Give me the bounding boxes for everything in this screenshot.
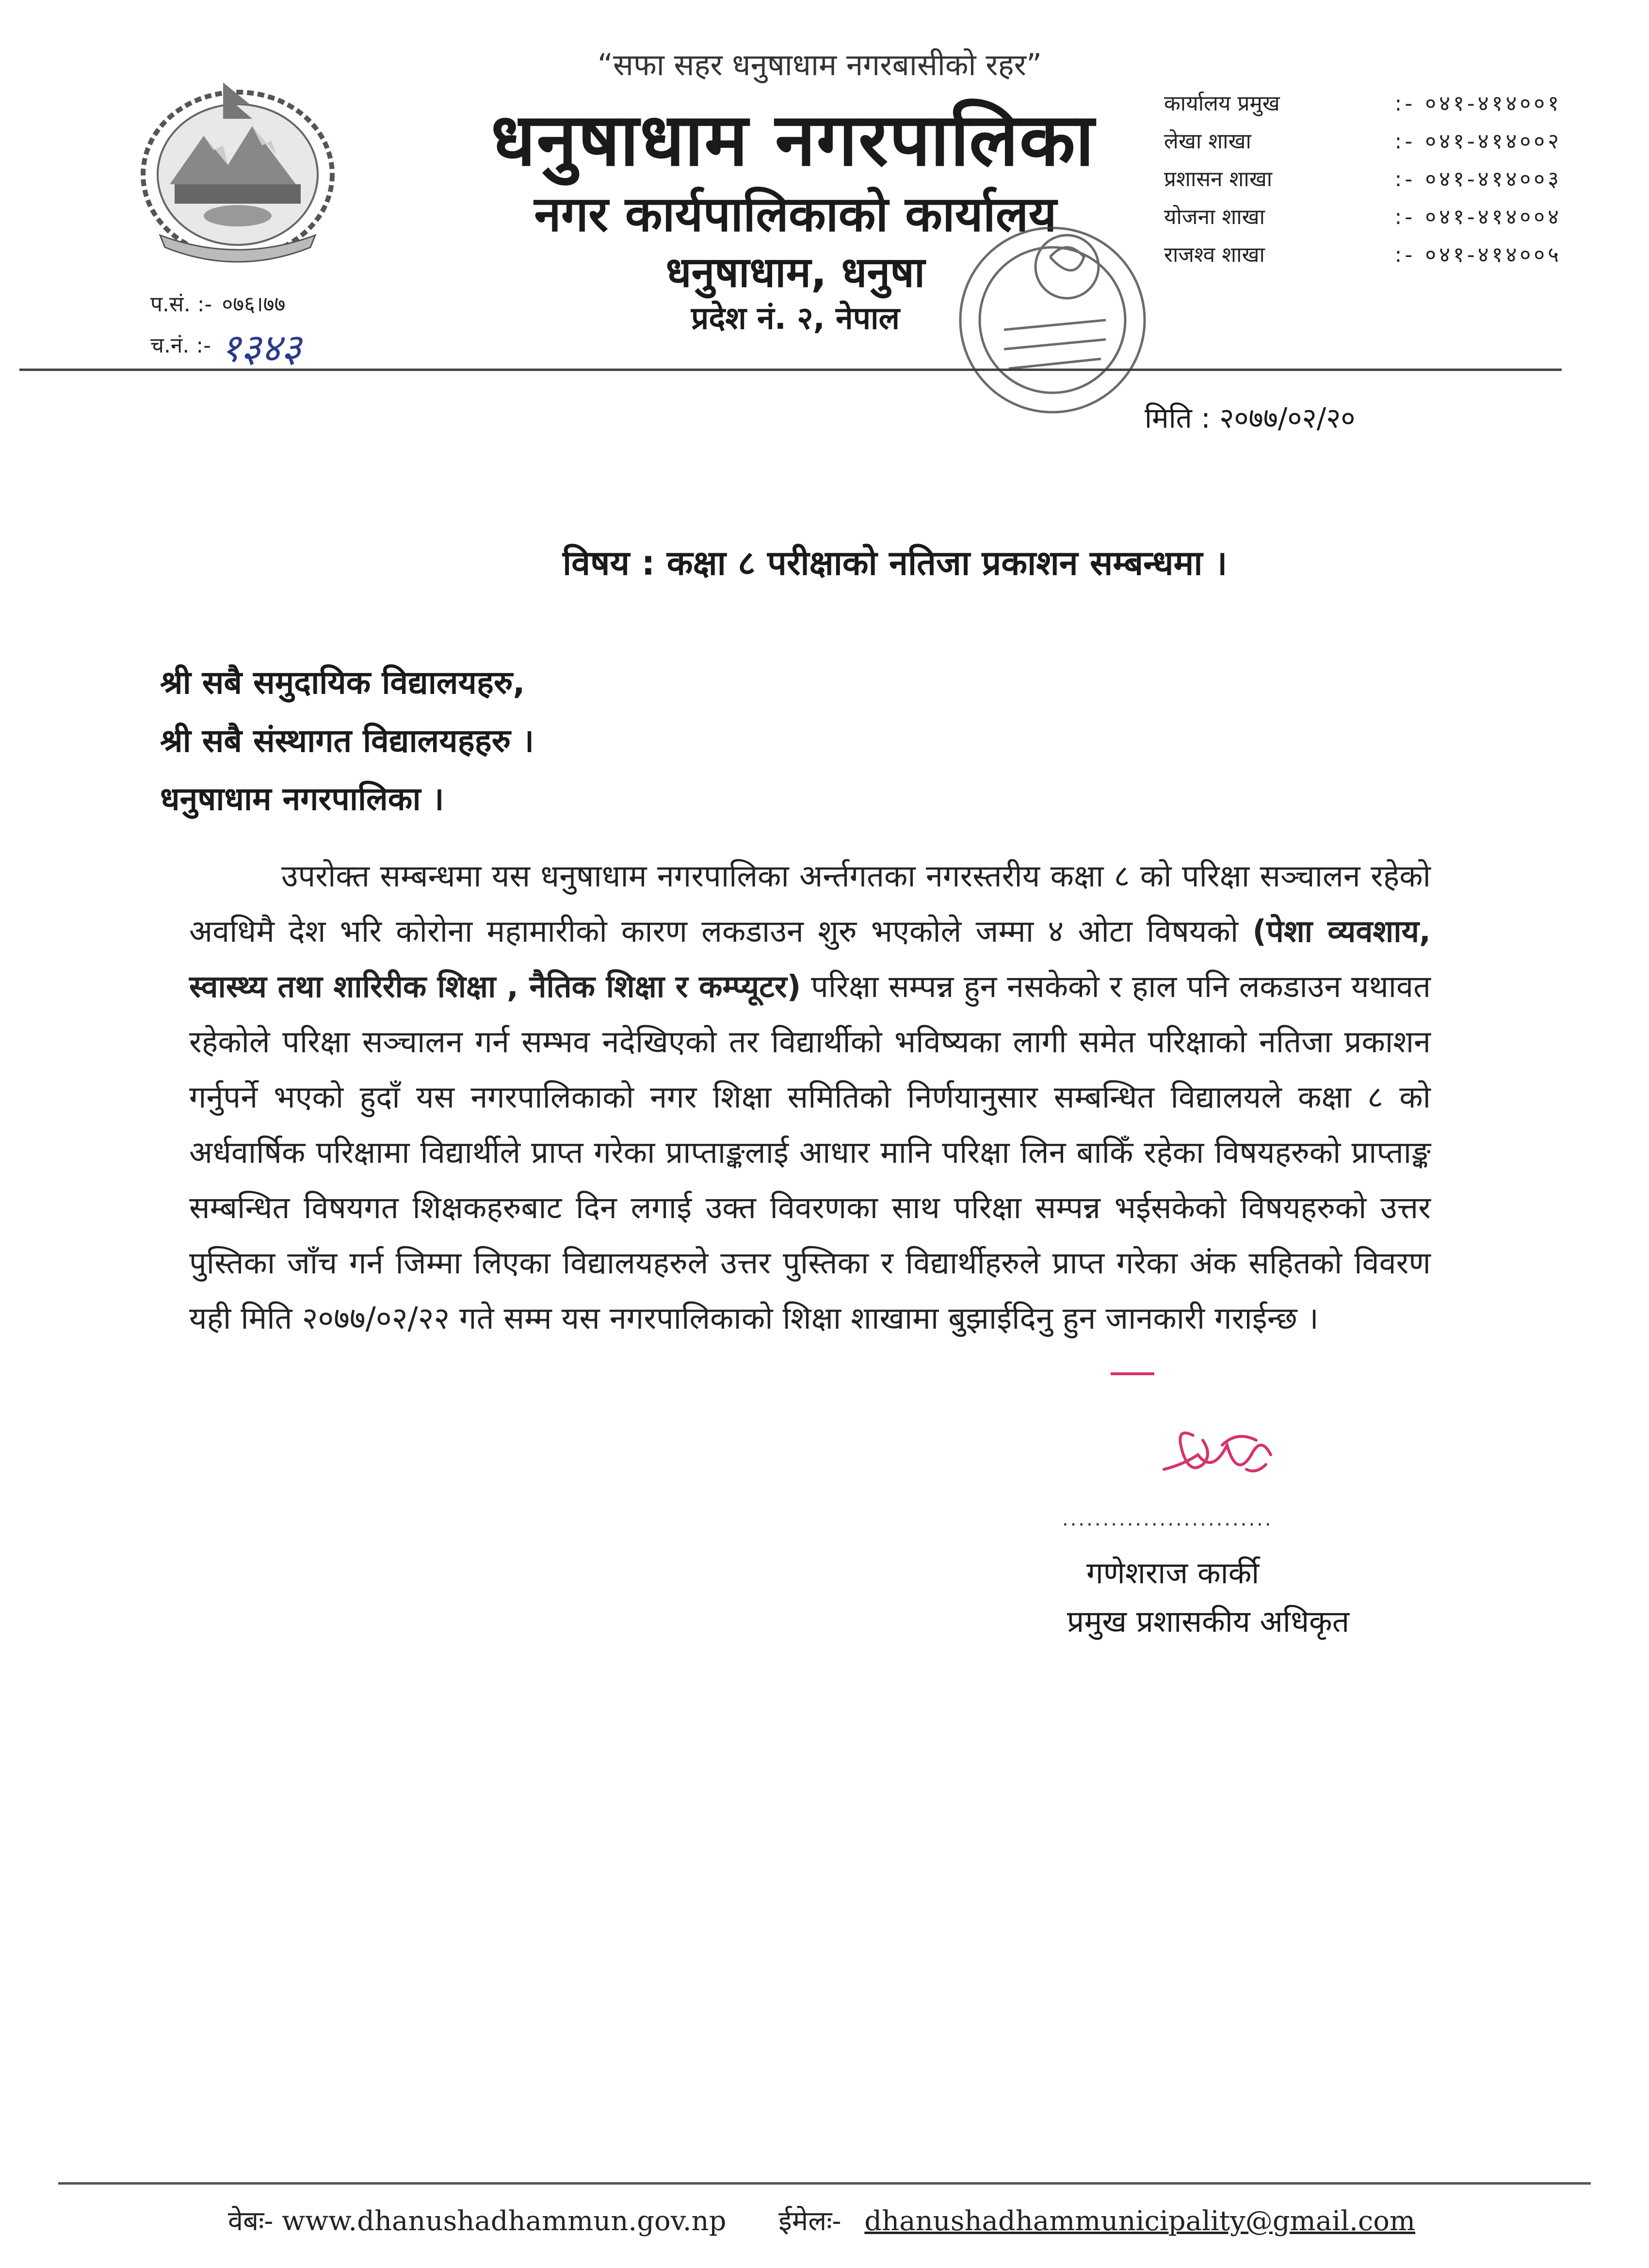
contact-number: :- ०४१-४१४००१	[1394, 91, 1562, 116]
recipient-line: श्री सबै संस्थागत विद्यालयहहरु ।	[160, 722, 534, 759]
contact-number: :- ०४१-४१४००४	[1394, 205, 1562, 229]
handwritten-signature-icon	[1135, 1406, 1300, 1503]
dispatch-number-reference	[150, 320, 301, 373]
contact-number: :- ०४१-४१४००५	[1394, 242, 1562, 267]
footer-contact	[228, 2202, 1415, 2238]
contact-row	[1164, 236, 1562, 274]
contact-label: राजश्व शाखा	[1164, 242, 1265, 267]
address-line-1: धनुषाधाम, धनुषा	[665, 248, 925, 297]
contact-number: :- ०४१-४१४००२	[1394, 129, 1562, 154]
recipient-line: धनुषाधाम नगरपालिका ।	[160, 780, 444, 818]
body-part-1: उपरोक्त सम्बन्धमा यस धनुषाधाम नगरपालिका अर्न्तगतका नगरस्तरीय कक्षा ८ को परिक्षा सञ्चालन रहेको अवधिमै देश भरि कोरोना महामारीको कारण लकडाउन शुरु भएकोले जम्मा ४ ओटा विषयको	[189, 858, 1431, 949]
website-label: वेबः-	[228, 2205, 274, 2237]
contact-label: योजना शाखा	[1164, 205, 1265, 229]
recipient-line: श्री सबै समुदायिक विद्यालयहरु,	[160, 664, 525, 701]
letter-body	[189, 849, 1431, 1346]
subject-line: विषय : कक्षा ८ परीक्षाको नतिजा प्रकाशन सम्बन्धमा ।	[563, 543, 1228, 583]
email-label: ईमेलः-	[778, 2205, 841, 2237]
body-part-2: परिक्षा सम्पन्न हुन नसकेको र हाल पनि लकडाउन यथावत रहेकोले परिक्षा सञ्चालन गर्न सम्भव नदेखिएको तर विद्यार्थीको भविष्यका लागी समेत परिक्षाको नतिजा प्रकाशन गर्नुपर्ने भएको हुदाँ यस नगरपालिकाको नगर शिक्षा समितिको निर्णयानुसार सम्बन्धित विद्यालयले कक्षा ८ को अर्धवार्षिक परिक्षामा विद्यार्थीले प्राप्त गरेका प्राप्ताङ्कलाई आधार मानि परिक्षा लिन बाकिँ रहेका विषयहरुको प्राप्ताङ्क सम्बन्धित विषयगत शिक्षकहरुबाट दिन लगाई उक्त विवरणका साथ परिक्षा सम्पन्न भईसकेको विषयहरुको उत्तर पुस्तिका जाँच गर्न जिम्मा लिएका विद्यालयहरुले उत्तर पुस्तिका र विद्यार्थीहरुले प्राप्त गरेका अंक सहितको विवरण यही मिति २०७७/०२/२२ गते सम्म यस नगरपालिकाको शिक्षा शाखामा बुझाईदिनु हुन जानकारी गराईन्छ ।	[189, 969, 1431, 1336]
body-subjects-list: (पेशा व्यवशाय, स्वास्थ्य तथा शारिरीक शिक्षा , नैतिक शिक्षा र कम्प्यूटर)	[189, 914, 1431, 1004]
dispatch-value: १३४३	[221, 325, 302, 370]
signature-dotted-line: ..........................	[1062, 1508, 1273, 1530]
organization-name: धनुषाधाम नगरपालिका	[491, 98, 1095, 182]
address-line-2: प्रदेश नं. २, नेपाल	[691, 301, 900, 337]
letter-date	[1145, 398, 1356, 436]
contact-row	[1164, 198, 1562, 236]
email-link[interactable]: dhanushadhammunicipality@gmail.com	[864, 2205, 1416, 2237]
contact-label: लेखा शाखा	[1164, 129, 1251, 154]
contact-row	[1164, 85, 1562, 123]
footer-divider	[58, 2182, 1591, 2185]
contact-row	[1164, 123, 1562, 161]
signatory-title: प्रमुख प्रशासकीय अधिकृत	[1067, 1604, 1350, 1639]
official-stamp-icon	[946, 213, 1149, 427]
date-label: मिति :	[1145, 402, 1211, 434]
contact-list	[1164, 85, 1562, 274]
slogan: “सफा सहर धनुषाधाम नगरबासीको रहर”	[597, 47, 1042, 82]
date-value: २०७७/०२/२०	[1219, 402, 1356, 434]
fiscal-label: प.सं. :-	[150, 292, 212, 317]
header-divider	[19, 369, 1562, 371]
contact-number: :- ०४१-४१४००३	[1394, 167, 1562, 192]
signature-stroke	[1111, 1372, 1154, 1375]
dispatch-label: च.नं. :-	[150, 333, 211, 358]
website-link[interactable]: www.dhanushadhammun.gov.np	[282, 2205, 727, 2237]
contact-label: कार्यालय प्रमुख	[1164, 91, 1280, 116]
contact-row	[1164, 161, 1562, 198]
nepal-government-emblem-icon	[131, 73, 344, 267]
contact-label: प्रशासन शाखा	[1164, 167, 1273, 192]
office-name: नगर कार्यपालिकाको कार्यालय	[534, 186, 1057, 242]
signatory-name: गणेशराज कार्की	[1086, 1555, 1260, 1591]
fiscal-year-reference	[150, 289, 285, 318]
fiscal-value: ०७६।७७	[222, 292, 286, 317]
